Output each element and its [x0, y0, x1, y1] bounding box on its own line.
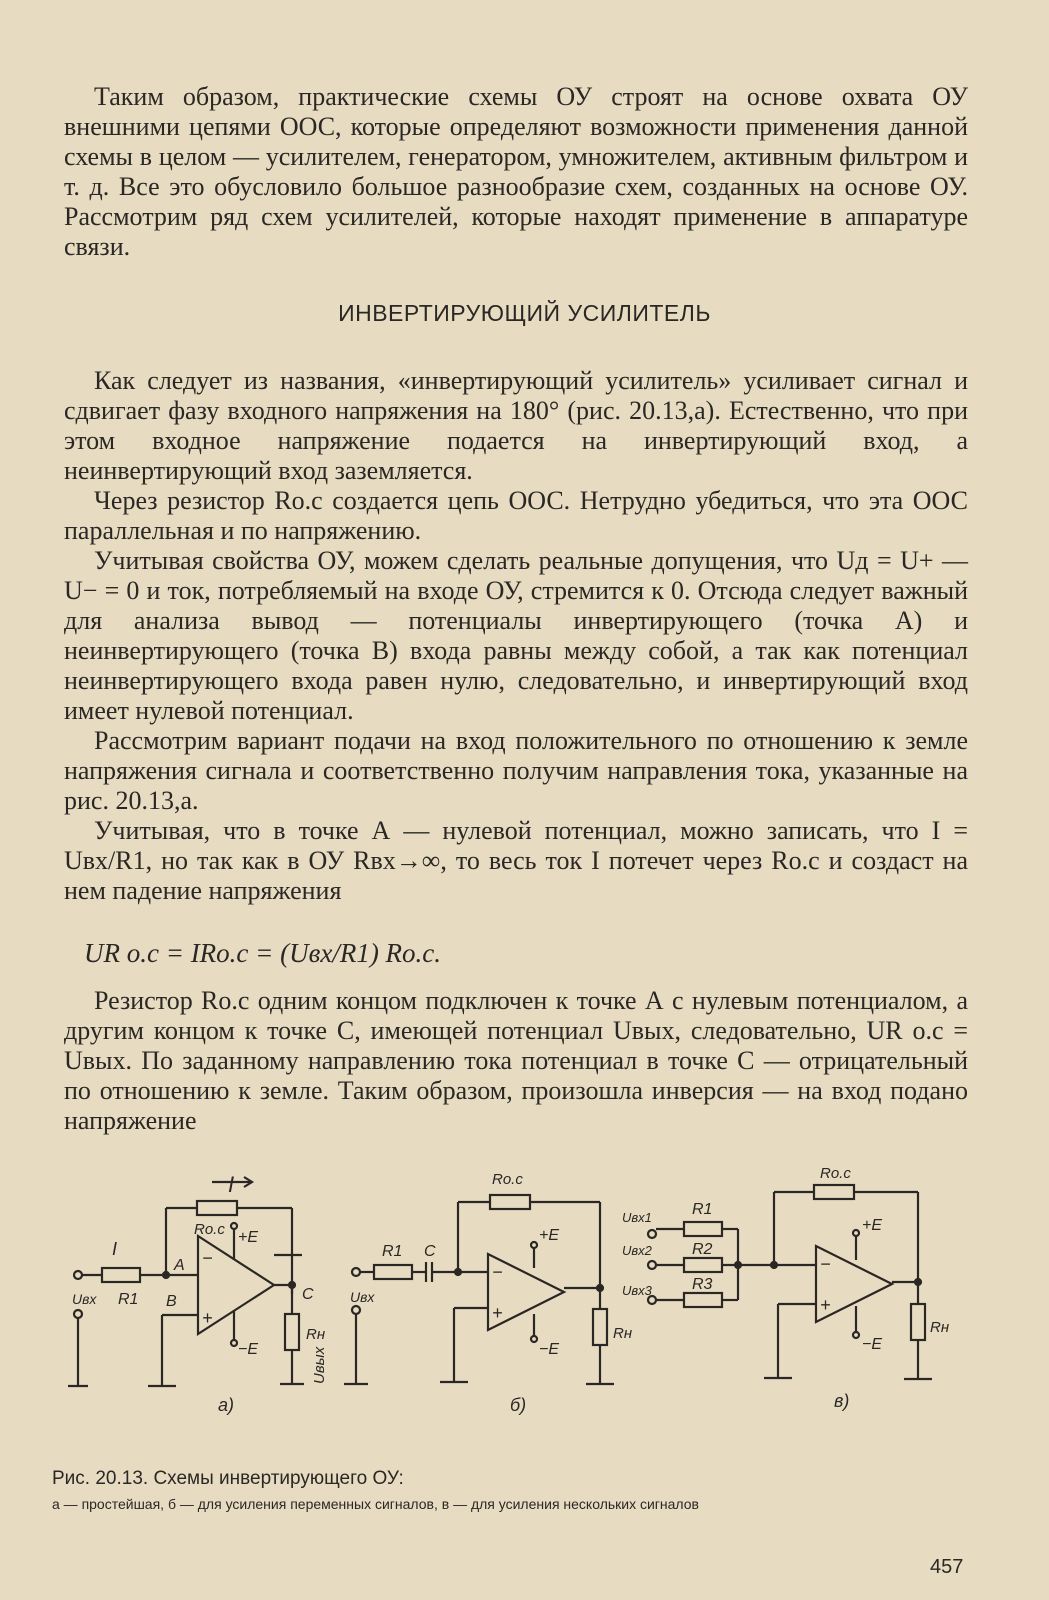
label-minus-input-c: −	[820, 1254, 831, 1274]
label-plus-input-c: +	[820, 1295, 831, 1315]
caption-text: а — простейшая, б — для усиления переменных сигналов, в — для усиления нескольких сигналов	[52, 1496, 699, 1512]
paragraph-signal: Рассмотрим вариант подачи на вход положительного по отношению к земле напряжения сигнала и соответственно получим направления тока, указанные на рис. 20.13,а.	[64, 726, 968, 815]
label-plus-input-a: +	[202, 1308, 213, 1328]
circuit-c	[648, 1185, 932, 1379]
label-minus-e-c: −E	[862, 1336, 883, 1353]
label-minus-e-b: −E	[539, 1341, 560, 1358]
label-minus-input-a: −	[202, 1248, 213, 1268]
label-r3-c: R3	[692, 1276, 713, 1293]
label-sub-a: а)	[218, 1395, 235, 1415]
paragraph-feedback: Через резистор Rо.с создается цепь ООС. Нетрудно убедиться, что эта ООС параллельная и по напряжению.	[64, 486, 968, 545]
label-u-in2: Uвх2	[622, 1243, 652, 1258]
label-plus-e-a: +E	[238, 1229, 259, 1246]
body-text-block-2	[64, 986, 968, 1136]
label-sub-b: б)	[510, 1395, 527, 1415]
label-current-arrow: I	[228, 1172, 235, 1197]
label-r-os-b: Rо.с	[492, 1171, 523, 1188]
paragraph-inversion: Резистор Rо.с одним концом подключен к точке А с нулевым потенциалом, а другим концом к точке С, имеющей потенциал Uвых, следовательно, UR о.с = Uвых. По заданному направлению тока потенциал в точке С — отрицательный по отношению к земле. Таким образом, произошла инверсия — на вход подано напряжение	[64, 986, 968, 1135]
label-minus-e-a: −E	[238, 1341, 259, 1358]
page-number: 457	[930, 1556, 964, 1578]
label-plus-input-b: +	[492, 1303, 503, 1323]
label-u-out: Uвых	[311, 1346, 328, 1384]
circuit-a	[68, 1177, 304, 1386]
label-u-in3: Uвх3	[622, 1283, 652, 1298]
label-sub-c: в)	[834, 1391, 850, 1411]
label-minus-input-b: −	[492, 1262, 503, 1282]
label-u-in-b: Uвх	[350, 1289, 375, 1305]
label-point-b: B	[166, 1293, 177, 1310]
label-r-load-b: Rн	[613, 1325, 633, 1342]
body-text-block	[64, 366, 968, 906]
intro-paragraph-block	[64, 82, 968, 262]
label-r1-c: R1	[692, 1201, 713, 1218]
paragraph-current: Учитывая, что в точке А — нулевой потенциал, можно записать, что I = Uвх/R1, но так как в ОУ Rвх→∞, то весь ток I потечет через Rо.с и создаст на нем падение напряжения	[64, 816, 968, 905]
paragraph-assumptions: Учитывая свойства ОУ, можем сделать реальные допущения, что Uд = U+ — U− = 0 и ток, потребляемый на входе ОУ, стремится к 0. Отсюда следует важный для анализа вывод — потенциалы инвертирующего (точка А) и неинвертирующего (точка В) входа равны между собой, а так как потенциал неинвертирующего входа равен нулю, следовательно, и инвертирующий вход имеет нулевой потенциал.	[64, 546, 968, 725]
label-r-os-c: Rо.с	[820, 1165, 851, 1182]
label-u-in1: Uвх1	[622, 1210, 652, 1225]
figure-schematics	[52, 1165, 972, 1444]
paragraph-intro: Таким образом, практические схемы ОУ строят на основе охвата ОУ внешними цепями ООС, которые определяют возможности применения данной схемы в целом — усилителем, генератором, умножителем, активным фильтром и т. д. Все это обусловило большое разнообразие схем, созданных на основе ОУ. Рассмотрим ряд схем усилителей, которые находят применение в аппаратуре связи.	[64, 82, 968, 261]
label-current: I	[112, 1239, 118, 1259]
figure-caption	[52, 1468, 982, 1513]
circuit-b	[344, 1195, 614, 1384]
formula: UR о.с = IRо.с = (Uвх/R1) Rо.с.	[84, 938, 442, 968]
label-r2-c: R2	[692, 1241, 713, 1258]
section-heading: ИНВЕРТИРУЮЩИЙ УСИЛИТЕЛЬ	[338, 300, 711, 326]
label-r-os-a: Rо.с	[194, 1221, 225, 1238]
label-c-b: C	[424, 1243, 436, 1260]
label-u-in-a: Uвх	[72, 1291, 97, 1307]
label-r-load-c: Rн	[930, 1319, 950, 1336]
label-r1-a: R1	[118, 1291, 139, 1308]
paragraph-definition: Как следует из названия, «инвертирующий усилитель» усиливает сигнал и сдвигает фазу входного напряжения на 180° (рис. 20.13,а). Естественно, что при этом входное напряжение подается на инвертирующий вход, а неинвертирующий вход заземляется.	[64, 366, 968, 485]
label-r-load-a: Rн	[306, 1326, 326, 1343]
label-plus-e-b: +E	[539, 1227, 560, 1244]
label-point-c: C	[302, 1286, 314, 1303]
label-point-a: A	[174, 1257, 185, 1274]
label-r1-b: R1	[382, 1243, 403, 1260]
caption-title: Рис. 20.13. Схемы инвертирующего ОУ:	[52, 1468, 404, 1489]
label-plus-e-c: +E	[862, 1217, 883, 1234]
